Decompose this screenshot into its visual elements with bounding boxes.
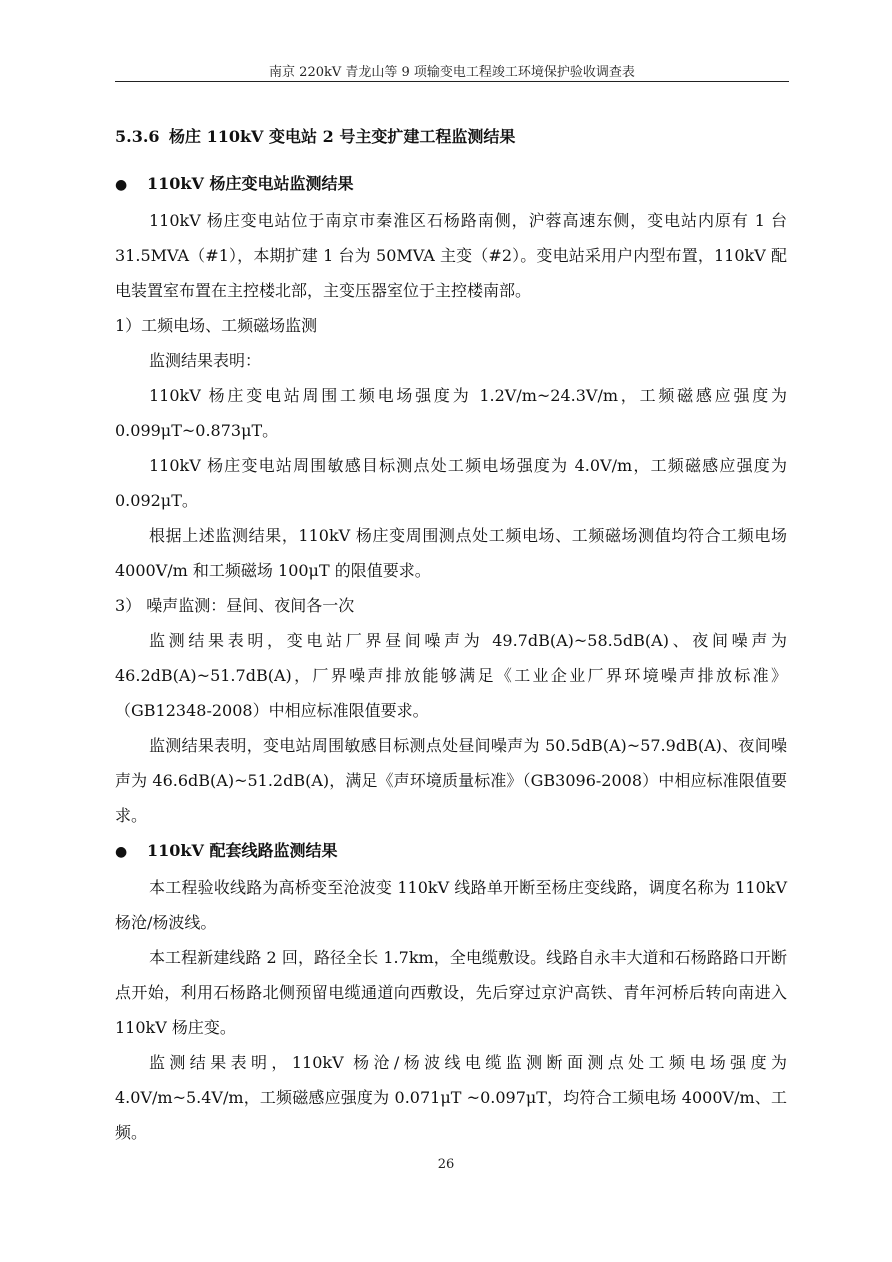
line-heading bbox=[115, 833, 787, 870]
header-rule bbox=[115, 81, 789, 82]
substation-intro: 110kV 杨庄变电站位于南京市秦淮区石杨路南侧，沪蓉高速东侧，变电站内原有 1 台 31.5MVA（#1），本期扩建 1 台为 50MVA 主变（#2）。变电站采用户内型布置，110kV 配电装置室布置在主控楼北部，主变压器室位于主控楼南部。 bbox=[115, 211, 787, 300]
section-number: 5.3.6 bbox=[115, 127, 160, 146]
page-header: 南京 220kV 青龙山等 9 项输变电工程竣工环境保护验收调查表 bbox=[269, 65, 635, 80]
bullet-icon: ● bbox=[115, 177, 128, 193]
line-paragraph-2: 本工程新建线路 2 回，路径全长 1.7km，全电缆敷设。线路自永丰大道和石杨路路口开断点开始，利用石杨路北侧预留电缆通道向西敷设，先后穿过京沪高铁、青年河桥后转向南进入 110kV 杨庄变。 bbox=[115, 948, 787, 1037]
section-title: 杨庄 110kV 变电站 2 号主变扩建工程监测结果 bbox=[169, 127, 516, 146]
line-paragraph-1: 本工程验收线路为高桥变至沧波变 110kV 线路单开断至杨庄变线路，调度名称为 110kV 杨沧/杨波线。 bbox=[115, 878, 787, 932]
substation-heading bbox=[115, 166, 787, 203]
substation-title: 110kV 杨庄变电站监测结果 bbox=[147, 174, 354, 193]
line-paragraph-3: 监测结果表明，110kV 杨沧/杨波线电缆监测断面测点处工频电场强度为 4.0V/m~5.4V/m，工频磁感应强度为 0.071μT ~0.097μT，均符合工频电场 4000V/m、工频。 bbox=[115, 1053, 787, 1142]
section-heading bbox=[115, 119, 787, 154]
noise-result-2: 监测结果表明，变电站周围敏感目标测点处昼间噪声为 50.5dB(A)~57.9dB(A)、夜间噪声为 46.6dB(A)~51.2dB(A)，满足《声环境质量标准》（GB3096-2008）中相应标准限值要求。 bbox=[115, 736, 787, 825]
page-number: 26 bbox=[437, 1157, 455, 1172]
line-title: 110kV 配套线路监测结果 bbox=[147, 841, 338, 860]
bullet-icon: ● bbox=[115, 844, 128, 860]
em-lead: 监测结果表明： bbox=[149, 351, 262, 370]
noise-result-1: 监测结果表明，变电站厂界昼间噪声为 49.7dB(A)~58.5dB(A)、夜间噪声为 46.2dB(A)~51.7dB(A)，厂界噪声排放能够满足《工业企业厂界环境噪声排放标准》（GB12348-2008）中相应标准限值要求。 bbox=[115, 631, 787, 720]
page-content bbox=[115, 119, 787, 1150]
em-heading: 1）工频电场、工频磁场监测 bbox=[115, 316, 318, 335]
em-result-1: 110kV 杨庄变电站周围工频电场强度为 1.2V/m~24.3V/m，工频磁感应强度为 0.099μT~0.873μT。 bbox=[115, 386, 787, 440]
em-result-2: 110kV 杨庄变电站周围敏感目标测点处工频电场强度为 4.0V/m，工频磁感应强度为 0.092μT。 bbox=[115, 456, 787, 510]
noise-heading: 3） 噪声监测：昼间、夜间各一次 bbox=[115, 596, 355, 615]
em-conclusion: 根据上述监测结果，110kV 杨庄变周围测点处工频电场、工频磁场测值均符合工频电场 4000V/m 和工频磁场 100μT 的限值要求。 bbox=[115, 526, 787, 580]
